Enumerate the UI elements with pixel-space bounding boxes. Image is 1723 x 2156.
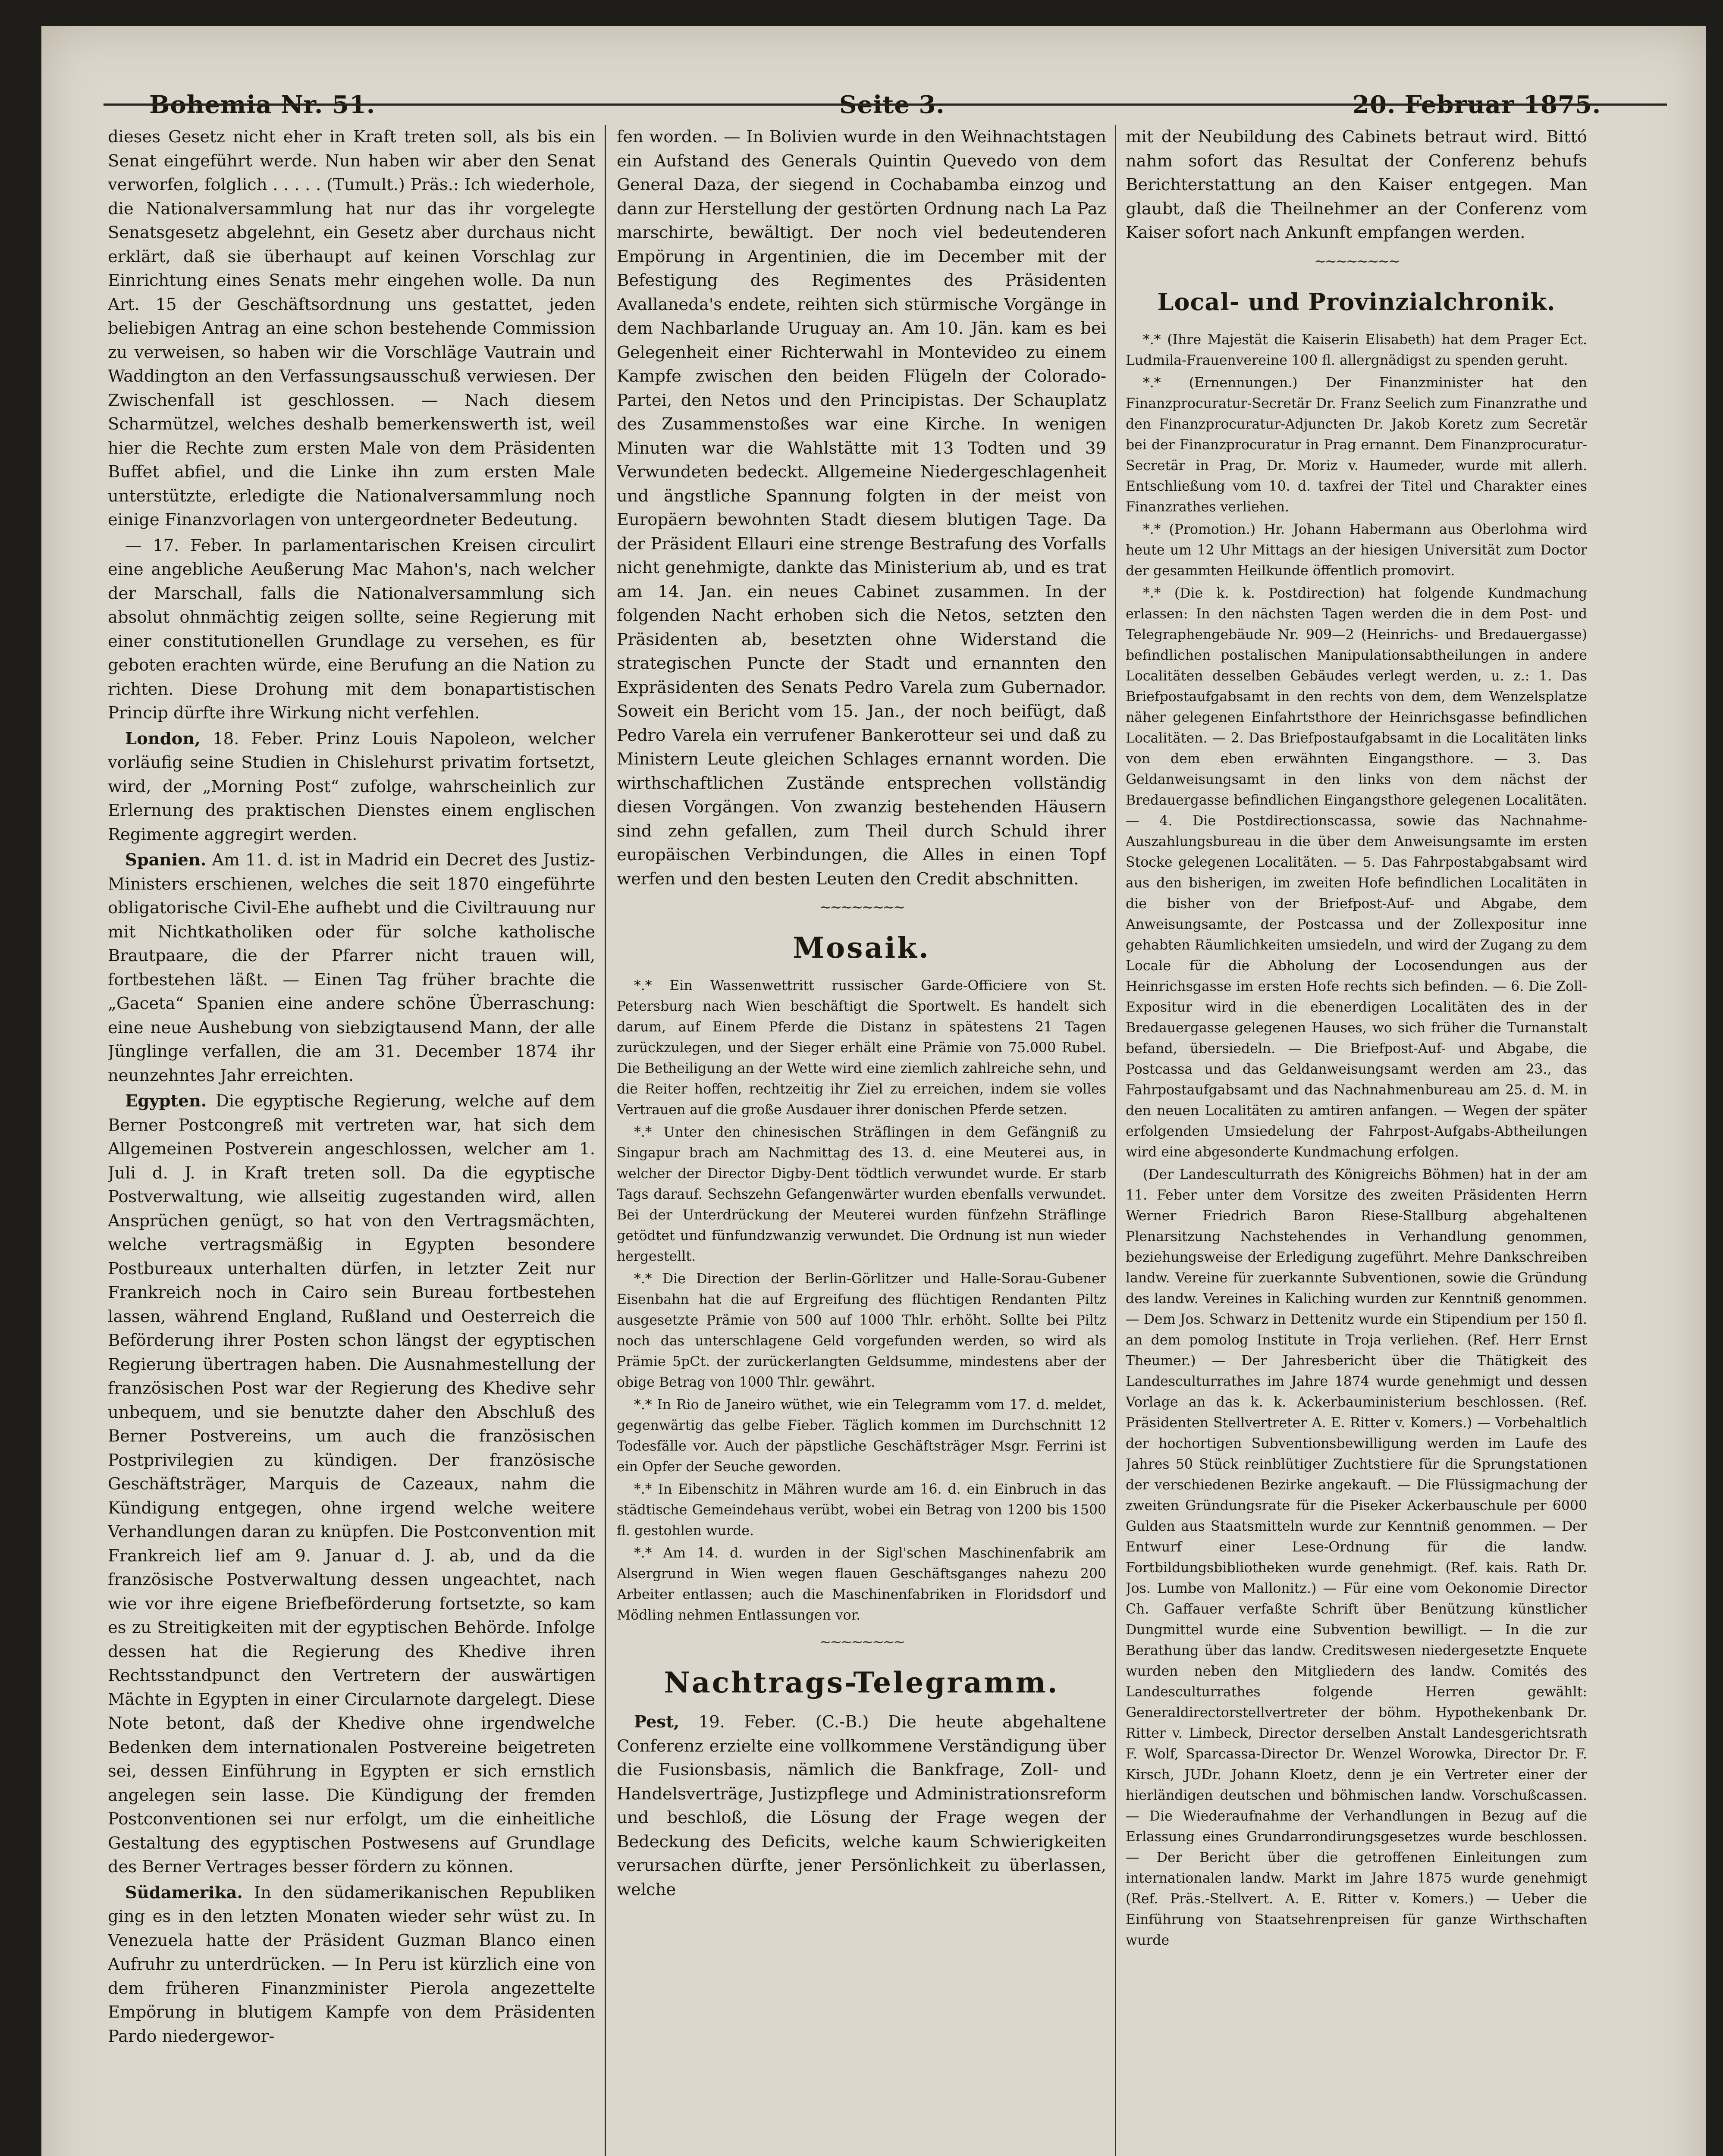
section-heading: Mosaik. <box>793 931 930 965</box>
dateline: Pest, <box>634 1712 680 1732</box>
column-2 <box>617 125 1106 2156</box>
column-1 <box>108 125 595 2156</box>
header-date: 20. Februar 1875. <box>1353 91 1601 119</box>
section-divider: ~~~~~~~~ <box>819 899 904 916</box>
header-masthead: Bohemia Nr. 51. <box>149 91 376 119</box>
paragraph <box>108 1881 595 2049</box>
section-divider: ~~~~~~~~ <box>819 1633 904 1651</box>
paragraph <box>617 1710 1106 1902</box>
paragraph: *.* (Promotion.) Hr. Johann Habermann aus Oberlohma wird heute um 12 Uhr Mittags an der hiesigen Universität zum Doctor der gesammten Heilkunde öffentlich promovirt. <box>1126 521 1587 579</box>
paragraph: *.* In Rio de Janeiro wüthet, wie ein Telegramm vom 17. d. meldet, gegenwärtig das gelbe Fieber. Täglich kommen im Durchschnitt 12 Todesfälle vor. Auch der päpstliche Geschäftsträger Msgr. Ferrini ist ein Opfer der Seuche geworden. <box>617 1397 1106 1475</box>
column-rule <box>605 125 606 2156</box>
paragraph: — 17. Feber. In parlamentarischen Kreisen circulirt eine angebliche Aeußerung Mac Mahon's, nach welcher der Marschall, falls die Nationalversammlung sich absolut ohnmächtig zeigen sollte, seine Regierung mit einer constitutionellen Grundlage zu versehen, es für geboten erachten würde, eine Berufung an die Nation zu richten. Diese Drohung mit dem bonapartistischen Princip dürfte ihre Wirkung nicht verfehlen. <box>108 536 595 723</box>
paragraph <box>108 848 595 1087</box>
dateline: London, <box>125 729 201 749</box>
paragraph-body: 18. Feber. Prinz Louis Napoleon, welcher vorläufig seine Studien in Chislehurst privatim fortsetzt, wird, der „Morning Post“ zufolge, wahrscheinlich zur Erlernung des praktischen Dienstes einem englischen Regimente aggregirt werden. <box>108 729 595 844</box>
paragraph: dieses Gesetz nicht eher in Kraft treten soll, als bis ein Senat eingeführt werde. Nun haben wir aber den Senat verworfen, folglich . . . . . (Tumult.) Präs.: Ich wiederhole, die Nationalversammlung hat nur das ihr vorgelegte Senatsgesetz abgelehnt, ein Gesetz aber durchaus nicht erklärt, daß sie überhaupt auf keinen Vorschlag zur Einrichtung eines Senats mehr eingehen wolle. Da nun Art. 15 der Geschäftsordnung uns gestattet, jeden beliebigen Antrag an eine schon bestehende Commission zu verweisen, so haben wir die Vorschläge Vautrain und Waddington an den Verfassungsausschuß verwiesen. Der Zwischenfall ist geschlossen. — Nach diesem Scharmützel, welches deshalb bemerkenswerth ist, weil hier die Rechte zum ersten Male von dem Präsidenten Buffet abfiel, und die Linke ihn zum ersten Male unterstützte, erledigte die Nationalversammlung noch einige Finanzvorlagen von untergeordneter Bedeutung. <box>108 127 595 530</box>
section-heading: Local- und Provinzialchronik. <box>1157 288 1556 316</box>
paragraph: *.* Die Direction der Berlin-Görlitzer und Halle-Sorau-Gubener Eisenbahn hat die auf Ergreifung des flüchtigen Rendanten Piltz ausgesetzte Prämie von 500 auf 1000 Thlr. erhöht. Sollte bei Piltz noch das unterschlagene Geld vorgefunden werden, so wird als Prämie 5pCt. der zurückerlangten Geldsumme, mindestens aber der obige Betrag von 1000 Thlr. gewährt. <box>617 1271 1106 1390</box>
section-heading: Nachtrags-Telegramm. <box>664 1666 1059 1699</box>
paragraph-body: In den südamerikanischen Republiken ging es in den letzten Monaten wieder sehr wüst zu. In Venezuela hatte der Präsident Guzman Blanco einen Aufruhr zu unterdrücken. — In Peru ist kürzlich eine von dem früheren Finanzminister Pierola angezettelte Empörung in blutigem Kampfe von dem Präsidenten Pardo niedergewor- <box>108 1883 595 2046</box>
paragraph <box>108 727 595 847</box>
paragraph: *.* Unter den chinesischen Sträflingen in dem Gefängniß zu Singapur brach am Nachmittag des 13. d. eine Meuterei aus, in welcher der Director Digby-Dent tödtlich verwundet wurde. Er starb Tags darauf. Sechszehn Gefangenwärter wurden ebenfalls verwundet. Bei der Unterdrückung der Meuterei wurden fünfzehn Sträflinge getödtet und fünfundzwanzig verwundet. Die Ordnung ist nun wieder hergestellt. <box>617 1125 1106 1264</box>
paragraph: *.* (Die k. k. Postdirection) hat folgende Kundmachung erlassen: In den nächsten Tagen werden die in dem Post- und Telegraphengebäude Nr. 909—2 (Heinrichs- und Bredauergasse) befindlichen postalischen Manipulationsabtheilungen in andere Localitäten desselben Gebäudes verlegt werden, u. z.: 1. Das Briefpostaufgabsamt in den rechts von dem, dem Wenzelsplatze näher gelegenen Einfahrtsthore der Heinrichsgasse befindlichen Localitäten. — 2. Das Briefpostaufgabsamt in die Localitäten links von dem eben erwähnten Eingangsthore. — 3. Das Geldanweisungsamt in den links von dem nächst der Bredauergasse befindlichen Eingangsthore gelegenen Localitäten. — 4. Die Postdirectionscassa, sowie das Nachnahme-Auszahlungsbureau in die über dem Anweisungsamte im ersten Stocke gelegenen Localitäten. — 5. Das Fahrpostabgabsamt wird aus den bisherigen, im zweiten Hofe befindlichen Localitäten in die bisher von der Briefpost-Auf- und Abgabe, dem Anweisungsamte, der Postcassa und der Zollexpositur inne gehabten Räumlichkeiten umsiedeln, und wird der Zugang zu dem Locale für die Abholung der Locosendungen aus der Heinrichsgasse im ersten Hofe rechts sich befinden. — 6. Die Zoll-Expositur wird in die ebenerdigen Localitäten des in der Bredauergasse gelegenen Hauses, wo sich früher die Turnanstalt befand, übersiedeln. — Die Briefpost-Auf- und Abgabe, die Postcassa und das Geldanweisungsamt werden am 23., das Fahrpostaufgabsamt und das Nachnahmenbureau am 25. d. M. in den neuen Localitäten zu amtiren anfangen. — Wegen der später erfolgenden Umsiedelung der Fahrpost-Aufgabs-Abtheilungen wird eine abgesonderte Kundmachung erfolgen. <box>1126 585 1587 1160</box>
dateline: Egypten. <box>125 1091 207 1111</box>
header-page-number: Seite 3. <box>839 91 945 119</box>
paragraph: (Der Landesculturrath des Königreichs Böhmen) hat in der am 11. Feber unter dem Vorsitze des zweiten Präsidenten Herrn Werner Friedrich Baron Riese-Stallburg abgehaltenen Plenarsitzung Nachstehendes in Verhandlung genommen, beziehungsweise der Erledigung zugeführt. Mehre Dankschreiben landw. Vereine für zuerkannte Subventionen, sowie die Gründung des landw. Vereines in Kaliching wurden zur Kenntniß genommen. — Dem Jos. Schwarz in Dettenitz wurde ein Stipendium per 150 fl. an dem pomolog Institute in Troja verliehen. (Ref. Herr Ernst Theumer.) — Der Jahresbericht über die Thätigkeit des Landesculturrathes im Jahre 1874 wurde genehmigt und dessen Vorlage an das k. k. Ackerbauministerium beschlossen. (Ref. Präsidenten Stellvertreter A. E. Ritter v. Komers.) — Vorbehaltlich der hochortigen Subventionsbewilligung werden im Laufe des Jahres 50 Stück reinblütiger Zuchtstiere für die Sprungstationen der verschiedenen Bezirke angekauft. — Die Flüssigmachung der zweiten Gründungsrate für die Piseker Ackerbauschule per 6000 Gulden aus Staatsmitteln wurde zur Kenntniß genommen. — Der Entwurf einer Lese-Ordnung für die landw. Fortbildungsbibliotheken wurde genehmigt. (Ref. kais. Rath Dr. Jos. Lumbe von Mallonitz.) — Für eine vom Oekonomie Director Ch. Gaffauer verfaßte Schrift über Benützung künstlicher Dungmittel wurde eine Subvention bewilligt. — In die zur Berathung über das landw. Creditswesen niedergesetzte Enquete wurden neben den Mitgliedern des landw. Comités des Landesculturrathes folgende Herren gewählt: Generaldirectorstellvertreter der böhm. Hypothekenbank Dr. Ritter v. Limbeck, Director derselben Anstalt Landesgerichtsrath F. Wolf, Sparcassa-Director Dr. Wenzel Worowka, Director Dr. F. Kirsch, JUDr. Johann Kloetz, denn je ein Vertreter einer der hierländigen deutschen und böhmischen landw. Vorschußcassen. — Die Wiederaufnahme der Verhandlungen in Bezug auf die Erlassung eines Grundarrondirungsgesetzes wurde beschlossen. — Der Bericht über die getroffenen Einleitungen zum internationalen landw. Markt im Jahre 1875 wurde genehmigt (Ref. Präs.-Stellvert. A. E. Ritter v. Komers.) — Ueber die Einführung von Staatsehrenpreisen für ganze Wirthschaften wurde <box>1126 1166 1587 1948</box>
paragraph: *.* Am 14. d. wurden in der Sigl'schen Maschinenfabrik am Alsergrund in Wien wegen flauen Geschäftsganges nahezu 200 Arbeiter entlassen; auch die Maschinenfabriken in Floridsdorf und Mödling nehmen Entlassungen vor. <box>617 1545 1106 1623</box>
paragraph: *.* (Ihre Majestät die Kaiserin Elisabeth) hat dem Prager Ect. Ludmila-Frauenvereine 100 fl. allergnädigst zu spenden geruht. <box>1126 332 1587 368</box>
column-rule <box>1115 125 1116 2156</box>
column-3 <box>1126 125 1587 2156</box>
dateline: Südamerika. <box>125 1883 243 1902</box>
paragraph: *.* In Eibenschitz in Mähren wurde am 16. d. ein Einbruch in das städtische Gemeindehaus verübt, wobei ein Betrag von 1200 bis 1500 fl. gestohlen wurde. <box>617 1482 1106 1539</box>
header-rule <box>104 103 1667 106</box>
paragraph-body: 19. Feber. (C.-B.) Die heute abgehaltene Conferenz erzielte eine vollkommene Verständigung über die Fusionsbasis, nämlich die Bankfrage, Zoll- und Handelsverträge, Justizpflege und Administrationsreform und beschloß, die Lösung der Frage wegen der Bedeckung des Deficits, welche kaum Schwierigkeiten verursachen dürfte, jener Persönlichkeit zu überlassen, welche <box>617 1712 1106 1899</box>
paragraph: mit der Neubildung des Cabinets betraut wird. Bittó nahm sofort das Resultat der Conferenz behufs Berichterstattung an den Kaiser entgegen. Man glaubt, daß die Theilnehmer an der Conferenz vom Kaiser sofort nach Ankunft empfangen werden. <box>1126 127 1587 242</box>
dateline: Spanien. <box>125 850 207 870</box>
section-divider: ~~~~~~~~ <box>1314 252 1399 270</box>
paragraph: *.* Ein Wassenwettritt russischer Garde-Officiere von St. Petersburg nach Wien beschäftigt die Sportwelt. Es handelt sich darum, auf Einem Pferde die Distanz in spätestens 21 Tagen zurückzulegen, und der Sieger erhält eine Prämie von 75.000 Rubel. Die Betheiligung an der Wette wird eine ziemlich zahlreiche sehn, und die Reiter hoffen, rechtzeitig ihr Ziel zu erreichen, indem sie volles Vertrauen auf die große Ausdauer ihrer donischen Pferde setzen. <box>617 978 1106 1118</box>
paragraph: fen worden. — In Bolivien wurde in den Weihnachtstagen ein Aufstand des Generals Quintin Quevedo von dem General Daza, der siegend in Cochabamba einzog und dann zur Herstellung der gestörten Ordnung nach La Paz marschirte, bewältigt. Der noch viel bedeutenderen Empörung in Argentinien, die im December mit der Befestigung des Regimentes des Präsidenten Avallaneda's endete, reihten sich stürmische Vorgänge in dem Nachbarlande Uruguay an. Am 10. Jän. kam es bei Gelegenheit einer Richterwahl in Montevideo zu einem Kampfe zwischen den beiden Flügeln der Colorado-Partei, den Netos und den Principistas. Der Schauplatz des Zusammenstoßes war eine Kirche. In wenigen Minuten war die Wahlstätte mit 13 Todten und 39 Verwundeten bedeckt. Allgemeine Niedergeschlagenheit und ängstliche Spannung folgten in der meist von Europäern bewohnten Stadt diesem blutigen Tage. Da der Präsident Ellauri eine strenge Bestrafung des Vorfalls nicht genehmigte, dankte das Ministerium ab, und es trat am 14. Jan. ein neues Cabinet zusammen. In der folgenden Nacht erhoben sich die Netos, setzten den Präsidenten ab, besetzten ohne Widerstand die strategischen Puncte der Stadt und ernannten den Expräsidenten des Senats Pedro Varela zum Gubernador. Soweit ein Bericht vom 15. Jan., der noch beifügt, daß Pedro Varela ein verrufener Bankerotteur sei und daß zu Ministern Leute gleichen Schlages ernannt worden. Die wirthschaftlichen Zustände entsprechen vollständig diesen Vorgängen. Von zwanzig bestehenden Häusern sind zehn gefallen, zum Theil durch Schuld ihrer europäischen Verbindungen, die Alles in einen Topf werfen und den besten Leuten den Credit abschnitten. <box>617 127 1106 889</box>
paragraph-body: Die egyptische Regierung, welche auf dem Berner Postcongreß mit vertreten war, hat sich dem Allgemeinen Postverein angeschlossen, welcher am 1. Juli d. J. in Kraft treten soll. Da die egyptische Postverwaltung, wie allseitig zugestanden wird, allen Ansprüchen genügt, so hat von den Vertragsmächten, welche vertragsmäßig in Egypten besondere Postbureaux unterhalten dürfen, in letzter Zeit nur Frankreich noch in Cairo sein Bureau fortbestehen lassen, während England, Rußland und Oesterreich die Beförderung ihrer Posten schon längst der egyptischen Regierung übertragen haben. Die Ausnahmestellung der französischen Post war der Regierung des Khedive sehr unbequem, und sie benutzte daher den Abschluß des Berner Postvereins, um auch die französischen Postprivilegien zu kündigen. Der französische Geschäftsträger, Marquis de Cazeaux, nahm die Kündigung entgegen, ohne irgend welche weitere Verhandlungen daran zu knüpfen. Die Postconvention mit Frankreich lief am 9. Januar d. J. ab, und da die französische Postverwaltung dessen ungeachtet, nach wie vor ihre eigene Briefbeförderung fortsetzte, so kam es zu Streitigkeiten mit der egyptischen Behörde. Infolge dessen hat die Regierung des Khedive ihren Rechtsstandpunct den Vertretern der auswärtigen Mächte in Egypten in einer Circularnote dargelegt. Diese Note betont, daß der Khedive ohne irgendwelche Bedenken dem internationalen Postvereine beigetreten sei, dessen Einführung in Egypten er sich ernstlich angelegen sein lasse. Die Kündigung der fremden Postconventionen sei nur erfolgt, um die einheitliche Gestaltung des egyptischen Postwesens auf Grundlage des Berner Vertrages besser fördern zu können. <box>108 1091 595 1877</box>
paragraph <box>108 1089 595 1879</box>
paragraph-body: Am 11. d. ist in Madrid ein Decret des Justiz-Ministers erschienen, welches die seit 1870 eingeführte obligatorische Civil-Ehe aufhebt und die Civiltrauung nur mit Nichtkatholiken oder für solche katholische Brautpaare, die der Pfarrer nicht trauen will, fortbestehen läßt. — Einen Tag früher brachte die „Gaceta“ Spanien eine andere schöne Überraschung: eine neue Aushebung von siebzigtausend Mann, der alle Jünglinge verfallen, die am 31. December 1874 ihr neunzehntes Jahr erreichten. <box>108 850 595 1085</box>
paragraph: *.* (Ernennungen.) Der Finanzminister hat den Finanzprocuratur-Secretär Dr. Franz Seelich zum Finanzrathe und den Finanzprocuratur-Adjuncten Dr. Jakob Koretz zum Secretär bei der Finanzprocuratur in Prag ernannt. Dem Finanzprocuratur-Secretär in Prag, Dr. Moriz v. Haumeder, wurde mit allerh. Entschließung vom 10. d. taxfrei der Titel und Charakter eines Finanzrathes verliehen. <box>1126 375 1587 515</box>
